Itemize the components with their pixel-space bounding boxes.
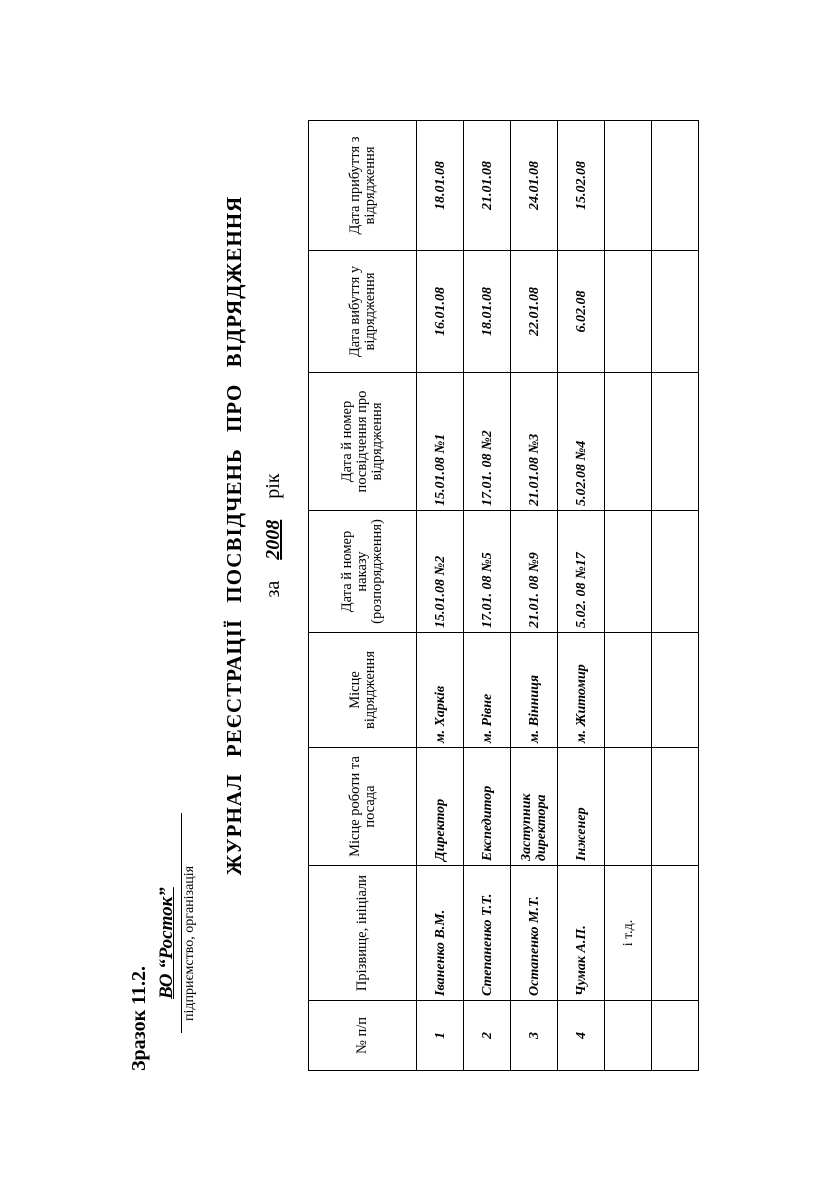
cell-arrival: 15.02.08 xyxy=(558,121,605,251)
table-row xyxy=(464,121,511,1071)
cell-name: Остапенко М.Т. xyxy=(511,866,558,1001)
header-cell-position: Місце роботи та посада xyxy=(309,748,417,866)
cell-number: 4 xyxy=(558,1001,605,1071)
cell-position: Заступник директора xyxy=(511,748,558,866)
cell-empty xyxy=(605,1001,652,1071)
cell-certificate: 15.01.08 №1 xyxy=(417,373,464,511)
cell-empty xyxy=(652,633,699,748)
cell-position: Експедитор xyxy=(464,748,511,866)
header-cell-number: № п/п xyxy=(309,1001,417,1071)
cell-number: 3 xyxy=(511,1001,558,1071)
header-cell-certificate: Дата й номер посвідчення про відрядження xyxy=(309,373,417,511)
cell-continuation: і т.д. xyxy=(605,866,652,1001)
cell-empty xyxy=(652,748,699,866)
cell-destination: м. Рівне xyxy=(464,633,511,748)
cell-name: Іваненко В.М. xyxy=(417,866,464,1001)
year-line xyxy=(262,0,285,1071)
cell-order: 15.01.08 №2 xyxy=(417,511,464,633)
journal-title: ЖУРНАЛ РЕЄСТРАЦІЇ ПОСВІДЧЕНЬ ПРО ВІДРЯДЖЕННЯ xyxy=(222,195,246,876)
organization-name: ВО “Росток” xyxy=(156,887,177,999)
table-row xyxy=(511,121,558,1071)
cell-empty xyxy=(605,251,652,373)
year-suffix: рік xyxy=(262,473,284,499)
year-value: 2008 xyxy=(262,519,284,560)
table-row xyxy=(558,121,605,1071)
cell-number: 2 xyxy=(464,1001,511,1071)
cell-empty xyxy=(652,1001,699,1071)
cell-position: Інженер xyxy=(558,748,605,866)
cell-empty xyxy=(605,633,652,748)
cell-empty xyxy=(652,373,699,511)
cell-arrival: 24.01.08 xyxy=(511,121,558,251)
cell-order: 21.01. 08 №9 xyxy=(511,511,558,633)
cell-destination: м. Харків xyxy=(417,633,464,748)
cell-destination: м. Вінниця xyxy=(511,633,558,748)
table-row xyxy=(417,121,464,1071)
table-row-continuation xyxy=(605,121,652,1071)
organization-caption: підприємство, організація xyxy=(182,865,197,1021)
cell-arrival: 18.01.08 xyxy=(417,121,464,251)
table-header-row xyxy=(309,121,417,1071)
header-cell-departure: Дата вибуття у відрядження xyxy=(309,251,417,373)
cell-order: 5.02. 08 №17 xyxy=(558,511,605,633)
header-cell-destination: Місце відрядження xyxy=(309,633,417,748)
table-row-blank xyxy=(652,121,699,1071)
cell-empty xyxy=(652,251,699,373)
cell-name: Чумак А.П. xyxy=(558,866,605,1001)
cell-empty xyxy=(605,121,652,251)
cell-empty xyxy=(652,511,699,633)
year-prefix: за xyxy=(262,580,284,598)
cell-order: 17.01. 08 №5 xyxy=(464,511,511,633)
cell-certificate: 17.01. 08 №2 xyxy=(464,373,511,511)
cell-departure: 6.02.08 xyxy=(558,251,605,373)
registration-table xyxy=(308,120,699,1071)
cell-empty xyxy=(605,748,652,866)
cell-departure: 22.01.08 xyxy=(511,251,558,373)
organization-block xyxy=(156,813,198,1033)
cell-name: Степаненко Т.Т. xyxy=(464,866,511,1001)
cell-departure: 16.01.08 xyxy=(417,251,464,373)
cell-arrival: 21.01.08 xyxy=(464,121,511,251)
header-cell-order: Дата й номер наказу (розпорядження) xyxy=(309,511,417,633)
cell-empty xyxy=(605,511,652,633)
document-page xyxy=(110,0,670,1071)
cell-departure: 18.01.08 xyxy=(464,251,511,373)
header-cell-arrival: Дата прибуття з відрядження xyxy=(309,121,417,251)
cell-number: 1 xyxy=(417,1001,464,1071)
cell-destination: м. Житомир xyxy=(558,633,605,748)
cell-certificate: 21.01.08 №3 xyxy=(511,373,558,511)
header-cell-name: Прізвище, ініціали xyxy=(309,866,417,1001)
cell-certificate: 5.02.08 №4 xyxy=(558,373,605,511)
cell-empty xyxy=(652,866,699,1001)
sample-label: Зразок 11.2. xyxy=(128,965,150,1071)
cell-empty xyxy=(652,121,699,251)
cell-position: Директор xyxy=(417,748,464,866)
cell-empty xyxy=(605,373,652,511)
